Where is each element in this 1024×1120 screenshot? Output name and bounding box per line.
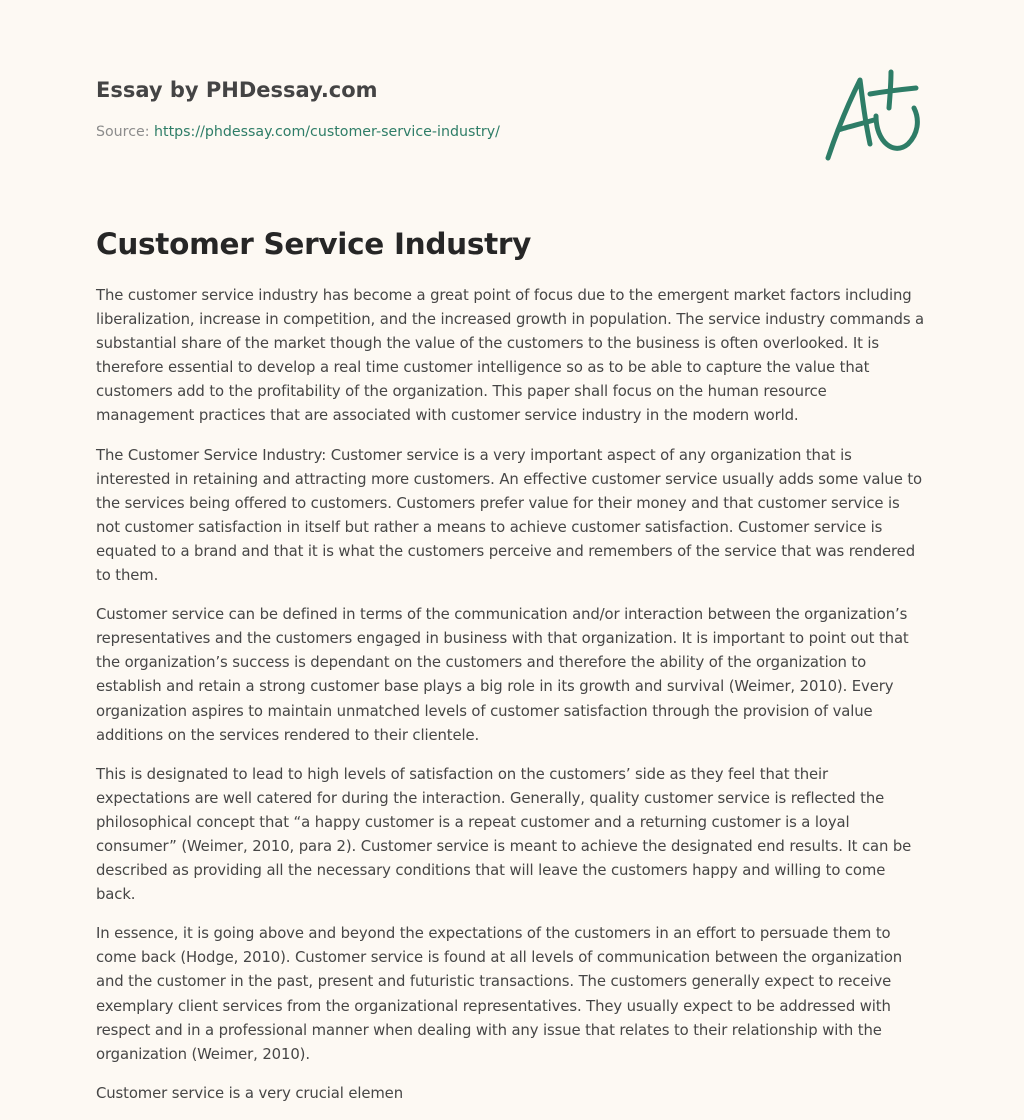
essay-paragraph: The Customer Service Industry: Customer service is a very important aspect of any organization that is interested in retaining and attracting more customers. An effective customer service usually adds some value to the services being offered to customers. Customers prefer value for their money and that customer service is not customer satisfaction in itself but rather a means to achieve customer satisfaction. Customer service is equated to a brand and that it is what the customers perceive and remembers of the service that was rendered to them. (96, 445, 922, 585)
essay-paragraph: Customer service is a very crucial elemen (96, 1083, 403, 1102)
source-link[interactable]: https://phdessay.com/customer-service-industry/ (154, 124, 500, 140)
source-line (96, 122, 816, 142)
essay-paragraph: Customer service can be defined in terms of the communication and/or interaction between the organization’s representatives and the customers engaged in business with that organization. It is important to point out that the organization’s success is dependant on the customers and therefore the ability of the organization to establish and retain a strong customer base plays a big role in its growth and survival (Weimer, 2010). Every organization aspires to maintain unmatched levels of customer satisfaction through the provision of value additions on the services rendered to their clientele. (96, 605, 909, 744)
essay-title: Customer Service Industry (96, 227, 532, 261)
site-title: Essay by PHDessay.com (96, 78, 378, 102)
document-header (96, 76, 816, 142)
essay-paragraph: The customer service industry has become a great point of focus due to the emergent market factors including liberalization, increase in competition, and the increased growth in population. The service industry commands a substantial share of the market though the value of the customers to the business is often overlooked. It is therefore essential to develop a real time customer intelligence so as to be able to capture the value that customers add to the profitability of the organization. This paper shall focus on the human resource management practices that are associated with customer service industry in the modern world. (96, 286, 925, 425)
source-label: Source: (96, 124, 155, 140)
essay-paragraph: In essence, it is going above and beyond the expectations of the customers in an effort to persuade them to come back (Hodge, 2010). Customer service is found at all levels of communication between the organization and the customer in the past, present and futuristic transactions. The customers generally expect to receive exemplary client services from the organizational representatives. They usually expect to be addressed with respect and in a professional manner when dealing with any issue that relates to their relationship with the organization (Weimer, 2010). (96, 924, 903, 1063)
essay-body (96, 283, 926, 1120)
essay-paragraph: This is designated to lead to high levels of satisfaction on the customers’ side as they feel that their expectations are well catered for during the interaction. Generally, quality customer service is reflected the philosophical concept that “a happy customer is a repeat customer and a returning customer is a loyal consumer” (Weimer, 2010, para 2). Customer service is meant to achieve the designated end results. It can be described as providing all the necessary conditions that will leave the customers happy and willing to come back. (96, 764, 912, 904)
a-plus-grade-icon (818, 64, 930, 168)
